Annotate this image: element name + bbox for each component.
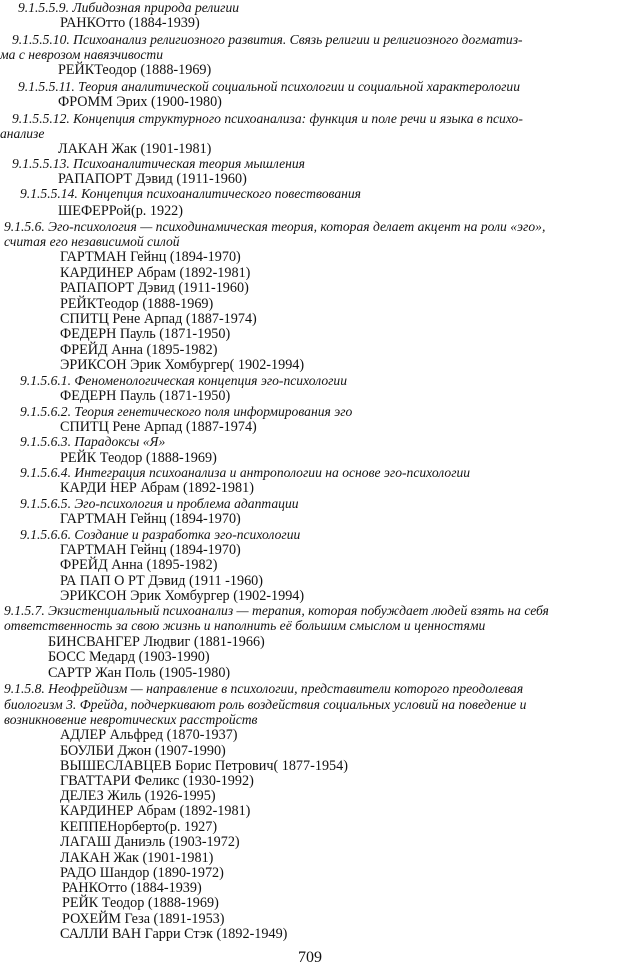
author-entry: ФЕДЕРН Пауль (1871-1950) (60, 388, 231, 404)
author-entry: САРТР Жан Поль (1905-1980) (48, 665, 231, 681)
section-heading: 9.1.5.6.5. Эго-психология и проблема адаптации (20, 496, 299, 511)
section-heading: 9.1.5.6.3. Парадоксы «Я» (20, 434, 166, 449)
author-entry: РАДО Шандор (1890-1972) (60, 865, 224, 881)
section-heading: считая его независимой силой (4, 234, 180, 249)
author-entry: РАНКОтто (1884-1939) (60, 15, 200, 31)
author-entry: ЭРИКСОН Эрик Хомбургер (1902-1994) (60, 588, 305, 604)
section-heading: 9.1.5.6.2. Теория генетического поля информирования эго (20, 404, 353, 419)
author-entry: ЛАКАН Жак (1901-1981) (58, 141, 212, 157)
author-entry: РЕЙКТеодор (1888-1969) (60, 296, 214, 312)
section-heading: 9.1.5.5.12. Концепция структурного психоанализа: функция и поле речи и языка в психо- (12, 111, 523, 126)
author-entry: РАПАПОРТ Дэвид (1911-1960) (60, 280, 249, 296)
section-heading: 9.1.5.5.9. Либидозная природа религии (18, 0, 240, 15)
author-entry: ШЕФЕРРой(р. 1922) (58, 203, 183, 219)
section-heading: ответственность за свою жизнь и наполнить её большим смыслом и ценностями (4, 618, 486, 633)
author-entry: ФРЕЙД Анна (1895-1982) (60, 557, 218, 573)
section-heading: анализе (0, 126, 45, 141)
author-entry: ЭРИКСОН Эрик Хомбургер( 1902-1994) (60, 357, 305, 373)
author-entry: РЕЙК Теодор (1888-1969) (60, 450, 217, 466)
section-heading: 9.1.5.6.1. Феноменологическая концепция эго-психологии (20, 373, 348, 388)
author-entry: ЛАГАШ Даниэль (1903-1972) (60, 834, 240, 850)
section-heading: возникновение невротических расстройств (4, 712, 258, 727)
author-entry: СПИТЦ Рене Арпад (1887-1974) (60, 419, 257, 435)
section-heading: 9.1.5.5.14. Концепция психоаналитического повествования (20, 186, 361, 201)
author-entry: КАРДИНЕР Абрам (1892-1981) (60, 265, 251, 281)
author-entry: РЕЙКТеодор (1888-1969) (58, 62, 212, 78)
author-entry: БОУЛБИ Джон (1907-1990) (60, 743, 226, 759)
author-entry: РОХЕЙМ Геза (1891-1953) (62, 911, 225, 927)
author-entry: ГАРТМАН Гейнц (1894-1970) (60, 542, 241, 558)
author-entry: ГАРТМАН Гейнц (1894-1970) (60, 249, 241, 265)
page-number: 709 (298, 949, 322, 966)
section-heading: 9.1.5.5.11. Теория аналитической социальной психологии и социальной характерологии (18, 79, 521, 94)
section-heading: биологизм 3. Фрейда, подчеркивают роль воздействия социальных условий на поведение и (4, 697, 527, 712)
author-entry: РАНКОтто (1884-1939) (62, 880, 202, 896)
author-entry: БОСС Медард (1903-1990) (48, 649, 210, 665)
section-heading: 9.1.5.8. Неофрейдизм — направление в психологии, представители которого преодолевая (4, 681, 524, 696)
author-entry: РА ПАП О РТ Дэвид (1911 -1960) (60, 573, 263, 589)
author-entry: ВЫШЕСЛАВЦЕВ Борис Петрович( 1877-1954) (60, 758, 348, 774)
section-heading: 9.1.5.5.10. Психоанализ религиозного развития. Связь религии и религиозного догматиз- (12, 32, 523, 47)
section-heading: 9.1.5.7. Экзистенциальный психоанализ — терапия, которая побуждает людей взять на себя (4, 603, 549, 618)
author-entry: ГВАТТАРИ Феликс (1930-1992) (60, 773, 254, 789)
author-entry: КЕППЕНорберто(р. 1927) (60, 819, 218, 835)
author-entry: ФЕДЕРН Пауль (1871-1950) (60, 326, 231, 342)
author-entry: ЛАКАН Жак (1901-1981) (60, 850, 214, 866)
section-heading: 9.1.5.6. Эго-психология — психодинамическая теория, которая делает акцент на роли «эго», (4, 219, 546, 234)
author-entry: СПИТЦ Рене Арпад (1887-1974) (60, 311, 257, 327)
author-entry: ФРЕЙД Анна (1895-1982) (60, 342, 218, 358)
author-entry: БИНСВАНГЕР Людвиг (1881-1966) (48, 634, 265, 650)
author-entry: АДЛЕР Альфред (1870-1937) (60, 727, 238, 743)
section-heading: 9.1.5.5.13. Психоаналитическая теория мышления (12, 156, 305, 171)
author-entry: КАРДИНЕР Абрам (1892-1981) (60, 803, 251, 819)
author-entry: РАПАПОРТ Дэвид (1911-1960) (58, 171, 247, 187)
section-heading: ма с неврозом навязчивости (0, 47, 164, 62)
author-entry: ДЕЛЕЗ Жиль (1926-1995) (60, 788, 216, 804)
author-entry: РЕЙК Теодор (1888-1969) (62, 895, 219, 911)
author-entry: ФРОММ Эрих (1900-1980) (58, 94, 222, 110)
section-heading: 9.1.5.6.4. Интеграция психоанализа и антропологии на основе эго-психологии (20, 465, 471, 480)
author-entry: САЛЛИ ВАН Гарри Стэк (1892-1949) (60, 926, 288, 942)
author-entry: КАРДИ НЕР Абрам (1892-1981) (60, 480, 254, 496)
author-entry: ГАРТМАН Гейнц (1894-1970) (60, 511, 241, 527)
section-heading: 9.1.5.6.6. Создание и разработка эго-психологии (20, 527, 301, 542)
